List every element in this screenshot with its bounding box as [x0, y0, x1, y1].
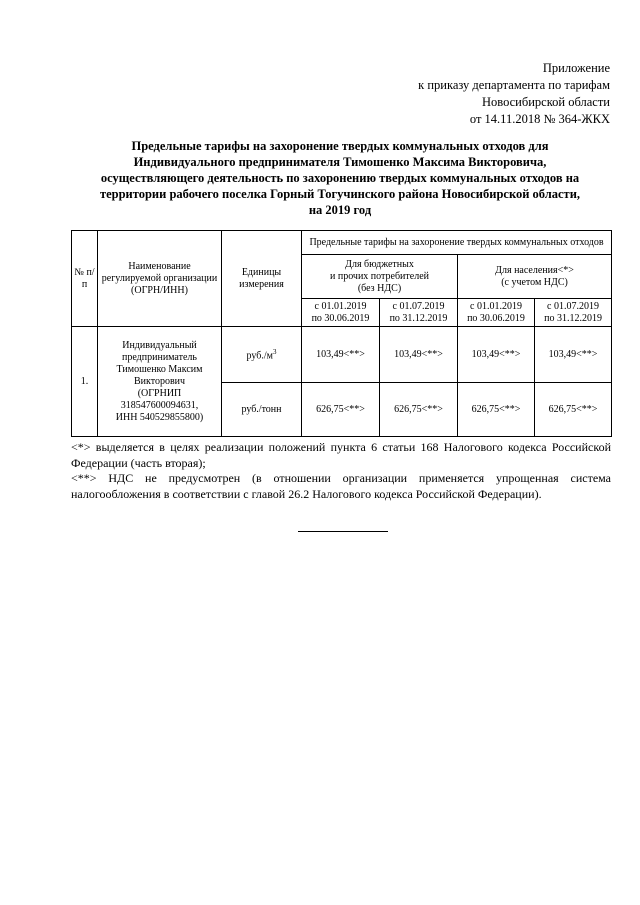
period-to: по 30.06.2019 [467, 312, 525, 324]
period-cell [302, 299, 380, 327]
appendix-order-ref: к приказу департамента по тарифам [418, 78, 610, 92]
title-line-4: территории рабочего поселка Горный Тогучинского района Новосибирской области, [99, 187, 581, 201]
appendix-region: Новосибирской области [481, 95, 610, 109]
unit-superscript: 3 [272, 348, 277, 357]
tariff-value: 626,75<**> [380, 383, 458, 437]
unit-cubic-meter [222, 327, 302, 383]
organization-cell [98, 327, 222, 437]
footnote-1: <*> выделяется в целях реализации положений пункта 6 статьи 168 Налогового кодекса Российской Федерации (часть вторая); [71, 440, 611, 470]
period-from: с 01.01.2019 [470, 300, 522, 312]
tariff-value: 626,75<**> [302, 383, 380, 437]
period-cell [535, 299, 612, 327]
org-line-5: (ОГРНИП [137, 387, 182, 399]
tariff-table [71, 230, 612, 437]
row-number: 1. [72, 327, 98, 437]
budget-line-1: Для бюджетных [345, 258, 414, 270]
period-to: по 31.12.2019 [544, 312, 602, 324]
org-line-2: предприниматель [122, 351, 197, 363]
title-line-5: на 2019 год [308, 203, 372, 217]
period-from: с 01.07.2019 [392, 300, 445, 312]
closing-rule [298, 531, 388, 532]
org-line-4: Викторович [133, 375, 186, 387]
header-organization: Наименование регулируемой организации (ОГРН/ИНН) [98, 231, 222, 327]
budget-line-3: (без НДС) [357, 282, 402, 294]
period-cell [380, 299, 458, 327]
period-to: по 31.12.2019 [389, 312, 448, 324]
appendix-label: Приложение [542, 61, 610, 75]
header-budget-consumers [302, 255, 458, 299]
header-units: Единицы измерения [222, 231, 302, 327]
tariff-value: 103,49<**> [302, 327, 380, 383]
population-line-2: (с учетом НДС) [501, 276, 568, 288]
title-line-2: Индивидуального предпринимателя Тимошенко Максима Викторовича, [133, 155, 547, 169]
appendix-order-date: от 14.11.2018 № 364-ЖКХ [469, 112, 610, 126]
period-from: с 01.07.2019 [547, 300, 599, 312]
population-line-1: Для населения<*> [495, 264, 574, 276]
org-line-6: 318547600094631, [120, 399, 199, 411]
tariff-value: 626,75<**> [535, 383, 612, 437]
unit-ton: руб./тонн [222, 383, 302, 437]
unit-base: руб./м [246, 350, 273, 362]
tariff-value: 626,75<**> [458, 383, 535, 437]
budget-line-2: и прочих потребителей [329, 270, 429, 282]
period-cell [458, 299, 535, 327]
org-line-3: Тимошенко Максим [116, 363, 203, 375]
footnotes [71, 440, 611, 502]
title-line-1: Предельные тарифы на захоронение твердых коммунальных отходов для [131, 139, 549, 153]
document-title [80, 138, 600, 218]
org-line-7: ИНН 540529855800) [115, 411, 204, 423]
title-line-3: осуществляющего деятельность по захоронению твердых коммунальных отходов на [100, 171, 580, 185]
appendix-header [418, 60, 610, 128]
header-population [458, 255, 612, 299]
tariff-value: 103,49<**> [380, 327, 458, 383]
header-number: № п/п [72, 231, 98, 327]
footnote-2: <**> НДС не предусмотрен (в отношении организации применяется упрощенная система налогообложения в соответствии с главой 26.2 Налогового кодекса Российской Федерации). [71, 471, 611, 501]
header-tariffs: Предельные тарифы на захоронение твердых коммунальных отходов [302, 231, 612, 255]
tariff-value: 103,49<**> [535, 327, 612, 383]
org-line-1: Индивидуальный [122, 339, 197, 351]
period-to: по 30.06.2019 [311, 312, 370, 324]
period-from: с 01.01.2019 [314, 300, 367, 312]
tariff-value: 103,49<**> [458, 327, 535, 383]
